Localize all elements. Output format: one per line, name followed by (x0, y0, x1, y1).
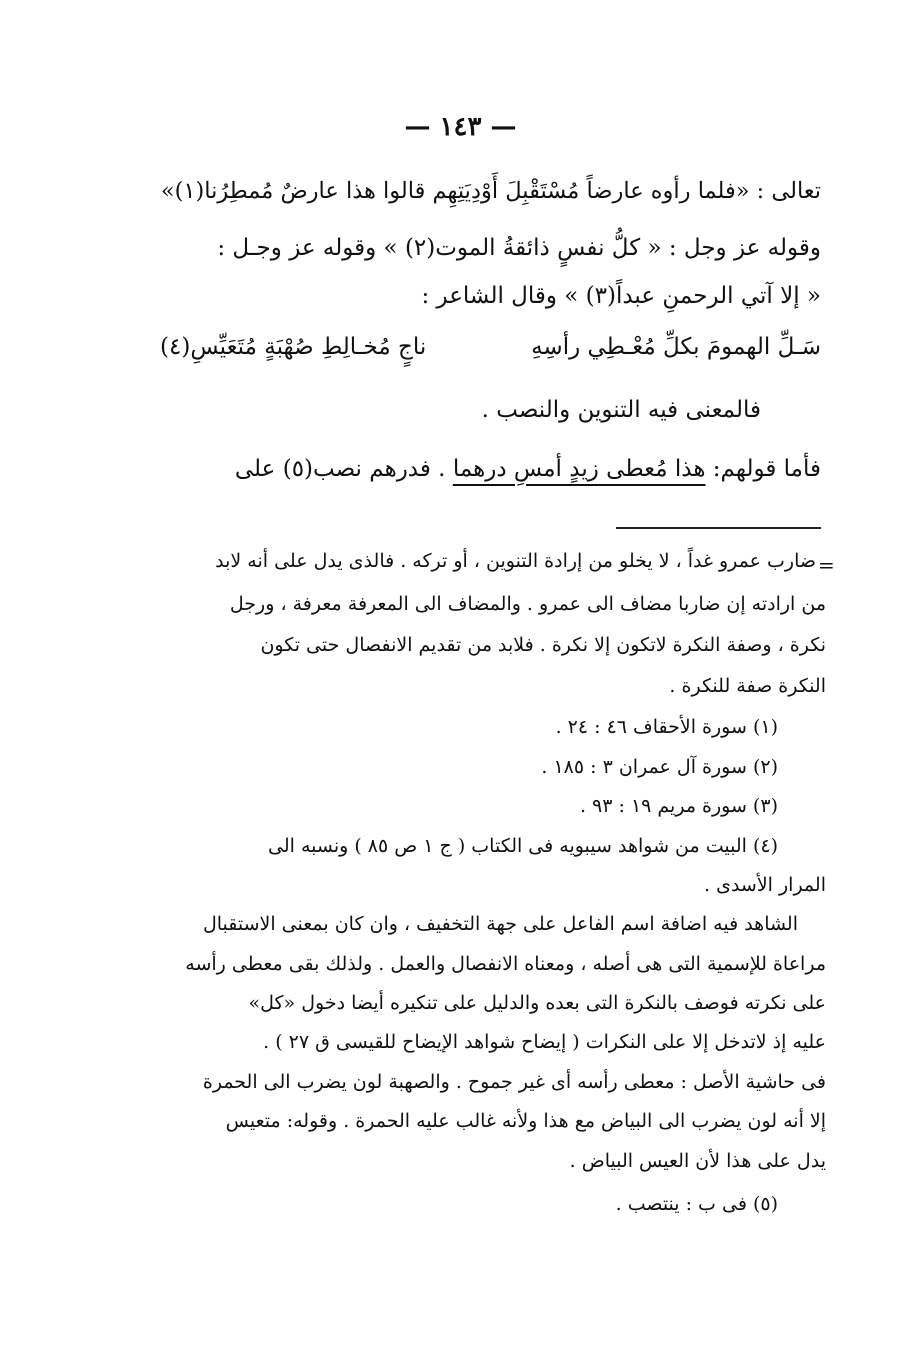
verse-first-hemistich: سَـلِّ الهمومَ بكلِّ مُعْـطِي رأسِهِ (531, 334, 821, 360)
footnote-line: (٥) فى ب : ينتصب . (615, 1193, 778, 1215)
footnote-line: (٣) سورة مريم ١٩ : ٩٣ . (579, 795, 778, 817)
page-number: — ١٤٣ — (404, 112, 517, 142)
last-line-prefix: فأما قولهم: (705, 456, 821, 482)
underlined-phrase: هذا مُعطى زيدٍ أمسِ درهما (452, 456, 706, 482)
footnote-line: (٢) سورة آل عمران ٣ : ١٨٥ . (541, 756, 778, 778)
footnote-line: إلا أنه لون يضرب الى البياض مع هذا ولأنه غالب عليه الحمرة . وقوله: متعيس (225, 1110, 826, 1132)
footnote-line: (٤) البيت من شواهد سيبويه فى الكتاب ( ج ١ ص ٨٥ ) ونسبه الى (268, 835, 778, 857)
main-line-1: تعالى : «فلما رأوه عارضاً مُسْتَقْبِلَ أَوْدِيَتِهِم قالوا هذا عارضٌ مُمطِرُنا(١)» (160, 178, 821, 204)
footnote-line: فى حاشية الأصل : معطى رأسه أى غير جموح . والصهبة لون يضرب الى الحمرة (202, 1071, 826, 1093)
footnote-line: الشاهد فيه اضافة اسم الفاعل على جهة التخفيف ، وان كان بمعنى الاستقبال (202, 913, 798, 935)
footnote-line: مراعاة للإسمية التى هى أصله ، ومعناه الانفصال والعمل . ولذلك بقى معطى رأسه (185, 953, 826, 975)
verse-second-hemistich: ناجٍ مُخـالِطِ صُهْبَةٍ مُتَعَيِّسِ(٤) (160, 334, 427, 360)
footnote-line: يدل على هذا لأن العيس البياض . (569, 1150, 826, 1172)
continuation-mark: = (818, 553, 835, 577)
footnote-line: ضارب عمرو غداً ، لا يخلو من إرادة التنوين ، أو تركه . فالذى يدل على أنه لابد (215, 550, 816, 572)
last-line-suffix: . فدرهم نصب(٥) على (234, 456, 453, 482)
main-line-2: وقوله عز وجل : « كلُّ نفسٍ ذائقةُ الموت(٢) » وقوله عز وجـل : (217, 235, 821, 261)
main-line-5 (160, 456, 821, 482)
footnote-line: (١) سورة الأحقاف ٤٦ : ٢٤ . (555, 716, 778, 738)
footnote-line: المرار الأسدى . (704, 874, 826, 896)
footnote-line: نكرة ، وصفة النكرة لاتكون إلا نكرة . فلابد من تقديم الانفصال حتى تكون (260, 634, 826, 656)
footnote-line: عليه إذ لاتدخل إلا على النكرات ( إيضاح شواهد الإيضاح للقيسى ق ٢٧ ) . (263, 1031, 826, 1053)
verse-line (160, 334, 821, 360)
footnote-line: النكرة صفة للنكرة . (669, 675, 826, 697)
footnote-line: من ارادته إن ضاربا مضاف الى عمرو . والمضاف الى المعرفة معرفة ، ورجل (229, 593, 826, 615)
main-line-4: فالمعنى فيه التنوين والنصب . (481, 397, 761, 423)
main-line-3: « إلا آتي الرحمنِ عبداً(٣) » وقال الشاعر : (421, 283, 821, 309)
footnote-separator (616, 527, 821, 529)
footnote-line: على نكرته فوصف بالنكرة التى بعده والدليل على تنكيره أيضا دخول «كل» (248, 992, 826, 1014)
